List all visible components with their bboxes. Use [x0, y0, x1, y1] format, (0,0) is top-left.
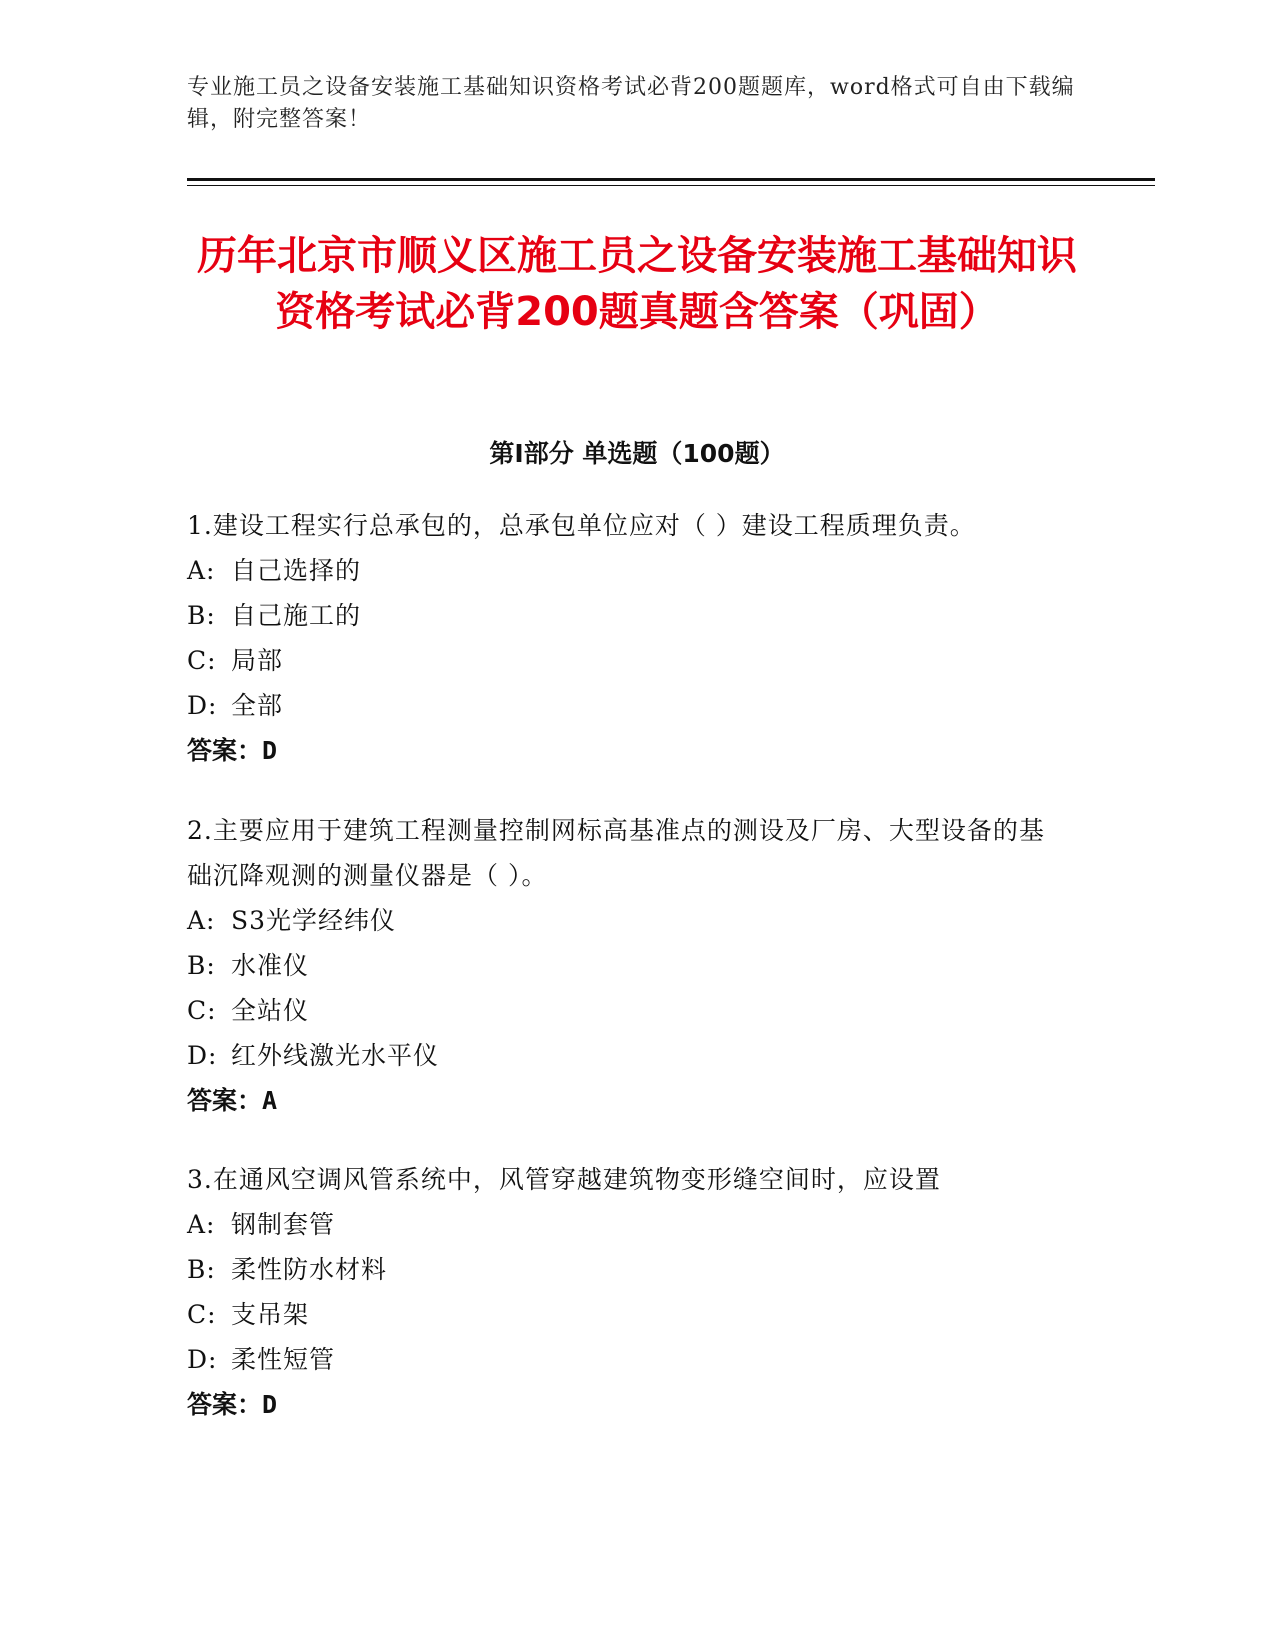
- option-text: 钢制套管: [231, 1210, 336, 1239]
- option-letter: C:: [187, 646, 217, 675]
- option-text: 水准仪: [231, 951, 310, 980]
- option-letter: A:: [187, 556, 216, 585]
- option-c: [187, 988, 1067, 1033]
- option-text: 全站仪: [231, 996, 310, 1025]
- option-c: [187, 638, 1067, 683]
- answer-line: [187, 1078, 1067, 1123]
- answer-value: D: [262, 736, 278, 765]
- question-1: [187, 503, 1067, 773]
- option-letter: B:: [187, 1255, 216, 1284]
- option-d: [187, 683, 1067, 728]
- answer-label: 答案：: [187, 1086, 263, 1115]
- option-a: [187, 548, 1067, 593]
- section-title: 第Ⅰ部分 单选题（100题）: [489, 439, 785, 468]
- question-stem: 1.建设工程实行总承包的，总承包单位应对（ ）建设工程质理负责。: [187, 511, 976, 540]
- option-b: [187, 943, 1067, 988]
- answer-line: [187, 728, 1067, 773]
- answer-label: 答案：: [187, 1390, 263, 1419]
- option-text: 柔性短管: [231, 1345, 336, 1374]
- option-text: 全部: [231, 691, 284, 720]
- option-letter: C:: [187, 1300, 217, 1329]
- option-letter: A:: [187, 1210, 216, 1239]
- option-letter: D:: [187, 691, 218, 720]
- option-b: [187, 1247, 1067, 1292]
- option-text: 自己选择的: [231, 556, 362, 585]
- header-divider-thick: [187, 178, 1155, 181]
- option-text: 局部: [231, 646, 284, 675]
- option-letter: B:: [187, 951, 216, 980]
- answer-value: A: [262, 1086, 278, 1115]
- header-note: 专业施工员之设备安装施工基础知识资格考试必背200题题库，word格式可自由下载编辑，附完整答案！: [187, 75, 1075, 132]
- question-stem: 2.主要应用于建筑工程测量控制网标高基准点的测设及厂房、大型设备的基础沉降观测的测量仪器是（ ）。: [187, 816, 1045, 890]
- question-3: [187, 1157, 1067, 1427]
- answer-line: [187, 1382, 1067, 1427]
- option-letter: A:: [187, 906, 216, 935]
- answer-value: D: [262, 1390, 278, 1419]
- option-text: S3光学经纬仪: [231, 906, 397, 935]
- option-letter: D:: [187, 1041, 218, 1070]
- option-text: 红外线激光水平仪: [231, 1041, 440, 1070]
- option-text: 支吊架: [231, 1300, 310, 1329]
- option-text: 柔性防水材料: [231, 1255, 388, 1284]
- question-2: [187, 808, 1067, 1123]
- option-c: [187, 1292, 1067, 1337]
- option-a: [187, 1202, 1067, 1247]
- question-stem: 3.在通风空调风管系统中，风管穿越建筑物变形缝空间时，应设置: [187, 1165, 941, 1194]
- option-text: 自己施工的: [231, 601, 362, 630]
- option-d: [187, 1337, 1067, 1382]
- option-b: [187, 593, 1067, 638]
- option-d: [187, 1033, 1067, 1078]
- option-letter: B:: [187, 601, 216, 630]
- header-divider-thin: [187, 185, 1155, 186]
- document-title: 历年北京市顺义区施工员之设备安装施工基础知识资格考试必背200题真题含答案（巩固）: [197, 233, 1077, 335]
- option-letter: D:: [187, 1345, 218, 1374]
- option-letter: C:: [187, 996, 217, 1025]
- answer-label: 答案：: [187, 736, 263, 765]
- option-a: [187, 898, 1067, 943]
